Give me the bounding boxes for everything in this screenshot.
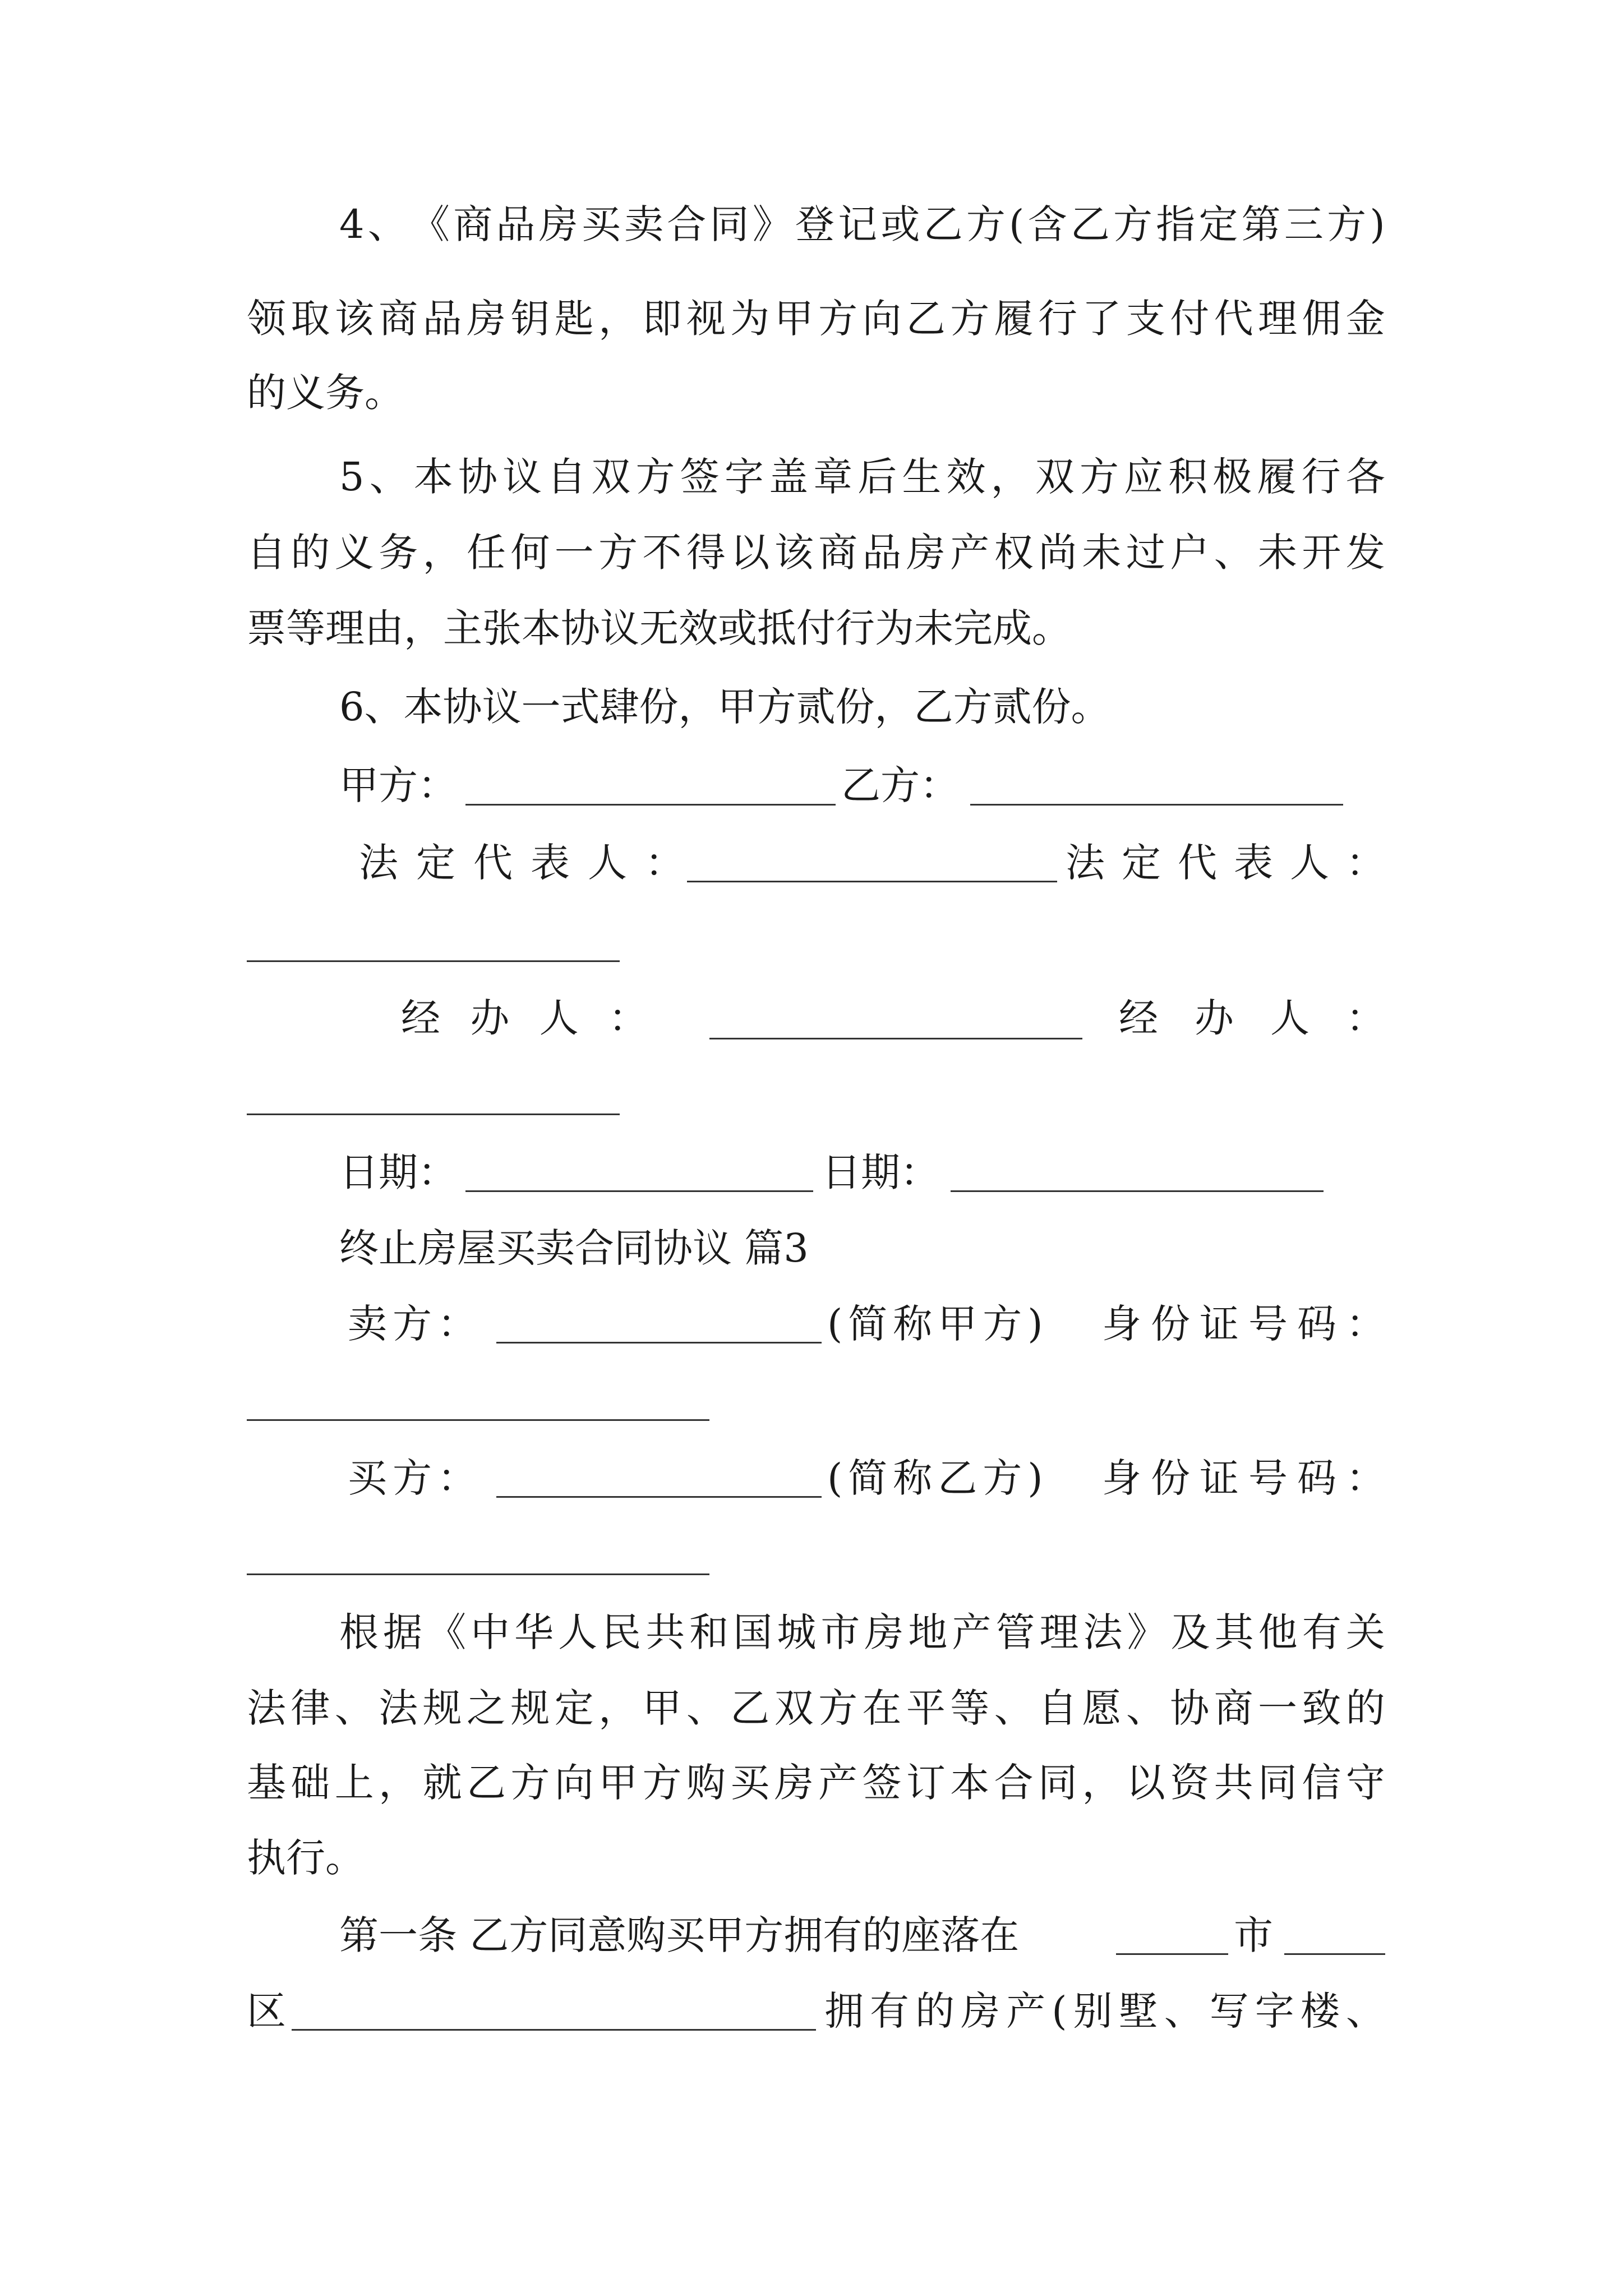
rep-a-char: 表 (531, 840, 570, 886)
rep-b-char: 代 (1178, 840, 1217, 886)
id-char: 证 (1200, 1301, 1239, 1347)
address-blank[interactable] (292, 2029, 816, 2031)
id-char: ： (1346, 1301, 1385, 1347)
handler-a-char: 办 (470, 995, 510, 1041)
date-a-blank[interactable] (465, 1190, 813, 1192)
buyer-name-blank[interactable] (496, 1496, 822, 1498)
id-char: ： (1346, 1455, 1385, 1501)
party-a-blank[interactable] (465, 804, 836, 806)
rep-b-char: 人 (1290, 840, 1329, 886)
date-a-label: 日期： (339, 1149, 457, 1195)
buyer-id-label (1102, 1450, 1385, 1506)
buyer-id-blank[interactable] (247, 1573, 709, 1575)
id-char: 身 (1102, 1455, 1141, 1501)
rep-b-label (1066, 835, 1385, 891)
date-b-label: 日期： (822, 1149, 939, 1195)
rep-b-char: ： (1346, 840, 1385, 886)
preamble-line-1: 根 据 《 中 华 人 民 共 和 国 城 市 房 地 产 管 理 法 》 及 其 他 有 关 (339, 1609, 1385, 1655)
handler-b-blank[interactable] (247, 1114, 620, 1115)
rep-a-char: 定 (416, 840, 455, 886)
buyer-note: (简称乙方) (827, 1455, 1049, 1501)
item-5-line-2: 自 的 义 务 ， 任 何 一 方 不 得 以 该 商 品 房 产 权 尚 未 过 户 、 未 开 发 (247, 530, 1385, 576)
id-char: 份 (1151, 1301, 1190, 1347)
buyer-label: 买方： (348, 1455, 482, 1501)
city-blank[interactable] (1116, 1953, 1228, 1955)
handler-b-char: ： (1346, 995, 1385, 1041)
id-char: 身 (1102, 1301, 1141, 1347)
rep-a-char: 法 (359, 840, 398, 886)
rep-a-blank[interactable] (687, 881, 1057, 882)
item-4-line-2: 领 取 该 商 品 房 钥 匙 ， 即 视 为 甲 方 向 乙 方 履 行 了 支 付 代 理 佣 金 (247, 296, 1385, 342)
date-b-blank[interactable] (951, 1190, 1324, 1192)
seller-id-label (1102, 1296, 1385, 1352)
seller-label: 卖方： (348, 1301, 482, 1347)
article-1-continued: 拥 有 的 房 产 ( 别 墅 、 写 字 楼 、 (824, 1988, 1385, 2034)
preamble-line-3: 基 础 上 ， 就 乙 方 向 甲 方 购 买 房 产 签 订 本 合 同 ， 以 资 共 同 信 守 (247, 1760, 1385, 1806)
article-1-text: 第一条 乙方同意购买甲方拥有的座落在 (339, 1912, 1020, 1958)
item-5-line-1: 5 、 本 协 议 自 双 方 签 字 盖 章 后 生 效 ， 双 方 应 积 极 履 行 各 (339, 454, 1385, 500)
rep-a-char: 人 (588, 840, 627, 886)
handler-b-char: 经 (1119, 995, 1158, 1041)
handler-a-char: 人 (539, 995, 579, 1041)
id-char: 号 (1248, 1455, 1288, 1501)
handler-a-char: ： (608, 995, 648, 1041)
id-char: 码 (1297, 1455, 1336, 1501)
preamble-line-2: 法 律 、 法 规 之 规 定 ， 甲 、 乙 双 方 在 平 等 、 自 愿 、 协 商 一 致 的 (247, 1685, 1385, 1731)
rep-b-char: 法 (1066, 840, 1105, 886)
seller-note: (简称甲方) (827, 1301, 1049, 1347)
item-6-line-1: 6、本协议一式肆份，甲方贰份，乙方贰份。 (339, 684, 1110, 730)
district-blank[interactable] (1284, 1953, 1385, 1955)
item-4-line-3: 的义务。 (247, 370, 404, 416)
handler-b-char: 办 (1195, 995, 1234, 1041)
rep-a-char: ： (645, 840, 684, 886)
item-5-line-3: 票等理由，主张本协议无效或抵付行为未完成。 (247, 605, 1071, 651)
party-a-label: 甲方： (339, 762, 457, 808)
seller-id-blank[interactable] (247, 1419, 709, 1421)
item-4-line-1: 4 、 《 商 品 房 买 卖 合 同 》 登 记 或 乙 方 ( 含 乙 方 指 定 第 三 方 ) (339, 201, 1385, 247)
handler-a-label (401, 990, 648, 1046)
party-b-label: 乙方： (841, 762, 959, 808)
rep-a-label (359, 835, 684, 891)
handler-a-blank[interactable] (709, 1038, 1082, 1039)
id-char: 份 (1151, 1455, 1190, 1501)
seller-name-blank[interactable] (496, 1342, 822, 1343)
rep-b-char: 定 (1122, 840, 1161, 886)
rep-b-char: 表 (1234, 840, 1273, 886)
id-char: 证 (1200, 1455, 1239, 1501)
rep-b-blank[interactable] (247, 960, 620, 962)
rep-a-char: 代 (473, 840, 513, 886)
section-title: 终止房屋买卖合同协议 篇3 (339, 1225, 809, 1271)
district-label: 区 (247, 1988, 286, 2034)
party-b-blank[interactable] (970, 804, 1343, 806)
handler-a-char: 经 (401, 995, 440, 1041)
id-char: 码 (1297, 1301, 1336, 1347)
id-char: 号 (1248, 1301, 1288, 1347)
city-label: 市 (1234, 1912, 1273, 1958)
handler-b-label (1119, 990, 1385, 1046)
preamble-line-4: 执行。 (247, 1835, 365, 1881)
handler-b-char: 人 (1270, 995, 1310, 1041)
